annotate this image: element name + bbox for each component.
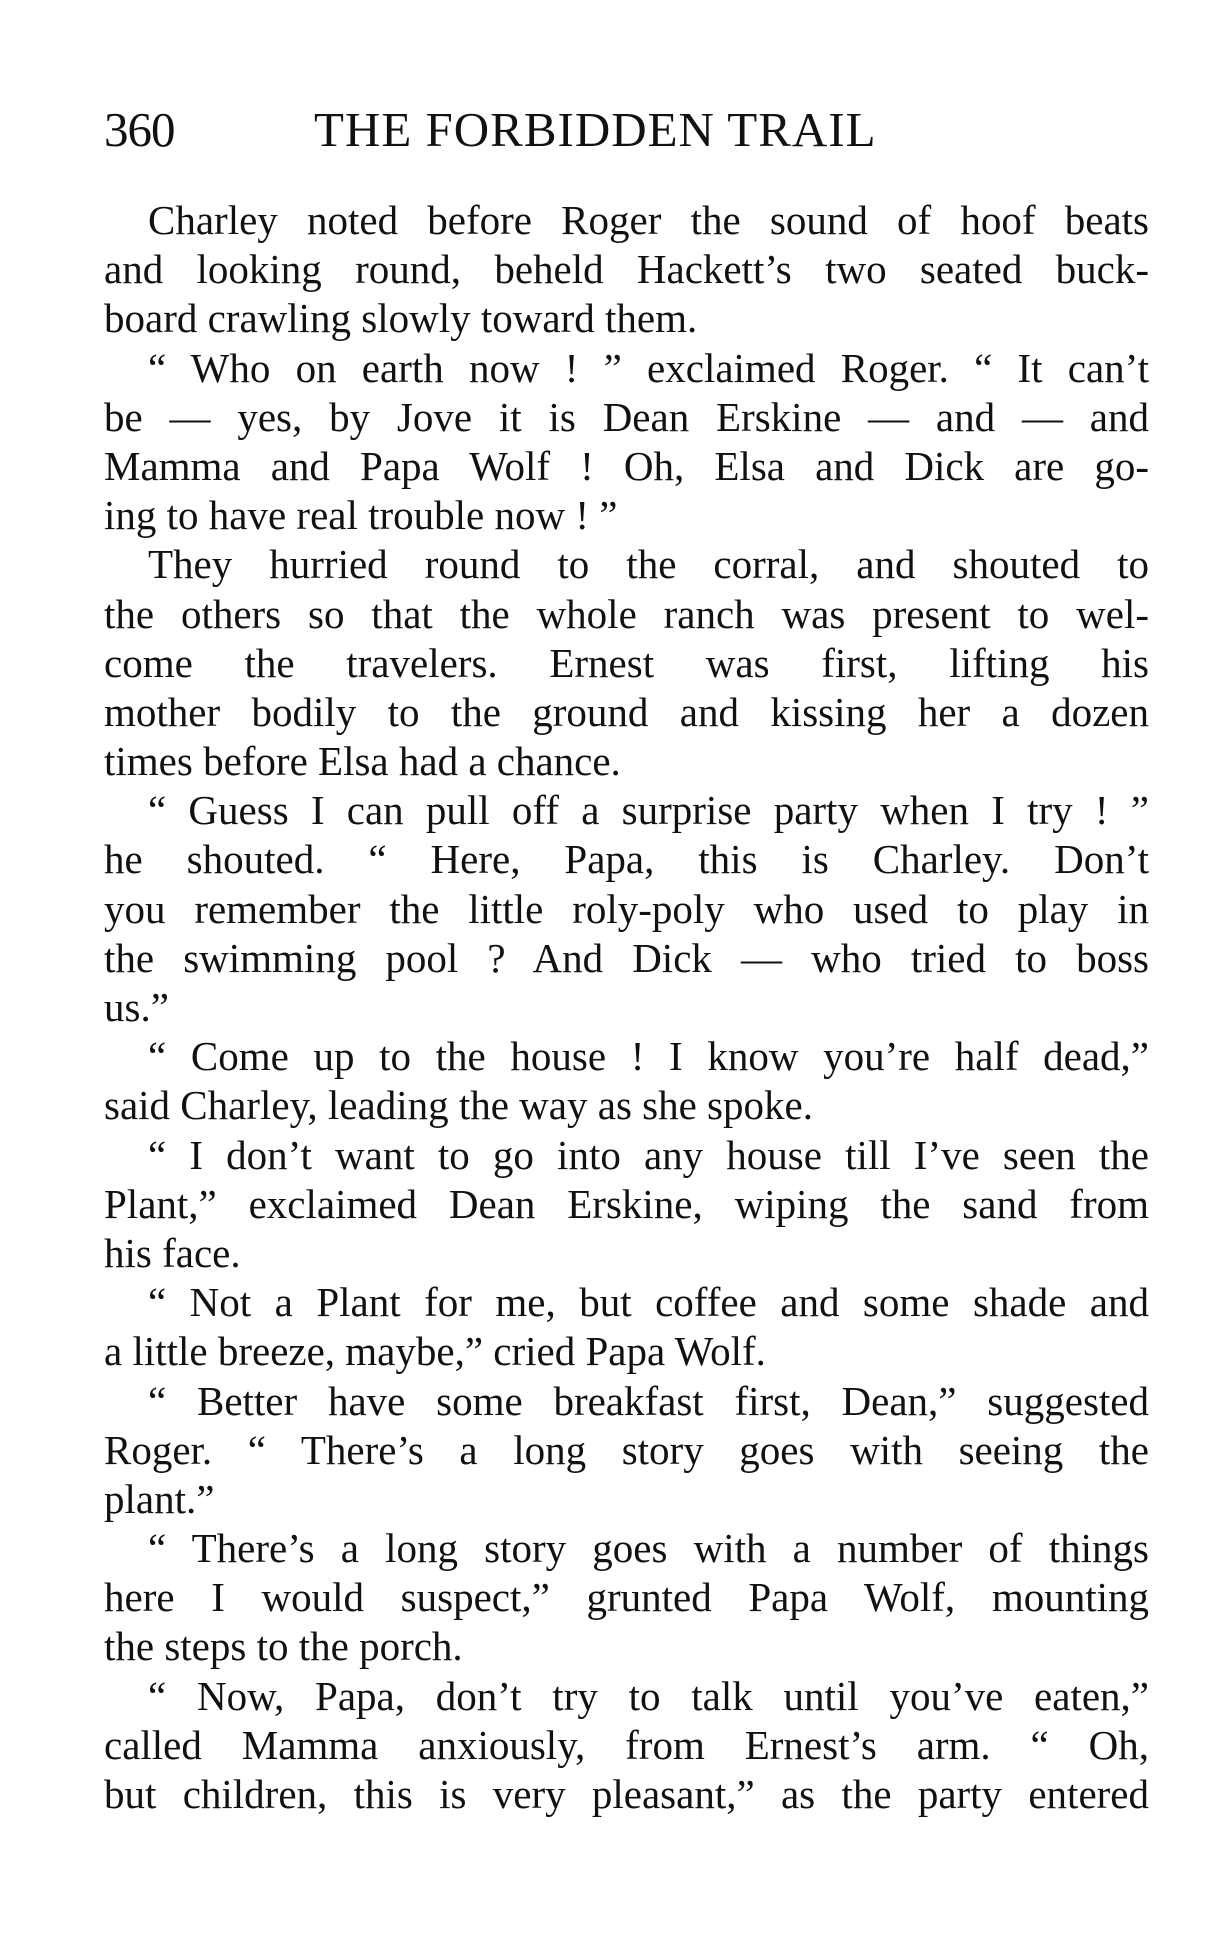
text-line: but children, this is very pleasant,” as the party entered	[104, 1771, 1149, 1817]
text-line: Charley noted before Roger the sound of hoof beats	[148, 197, 1149, 243]
text-line: his face.	[104, 1229, 241, 1276]
text-line: be — yes, by Jove it is Dean Erskine — and — and	[104, 393, 1149, 440]
text-line: the swimming pool ? And Dick — who tried to boss	[104, 934, 1149, 981]
text-line: a little breeze, maybe,” cried Papa Wolf.	[104, 1328, 766, 1375]
page-number: 360	[104, 102, 175, 157]
text-line: They hurried round to the corral, and shouted to	[148, 541, 1149, 588]
text-line: you remember the little roly-poly who used to play in	[104, 885, 1149, 932]
running-head: THE FORBIDDEN TRAIL	[314, 102, 877, 157]
text-line: he shouted. “ Here, Papa, this is Charley. Don’t	[104, 836, 1149, 883]
text-line: “ Guess I can pull off a surprise party when I try ! ”	[148, 787, 1149, 834]
text-line: called Mamma anxiously, from Ernest’s arm. “ Oh,	[104, 1721, 1149, 1768]
text-line: ing to have real trouble now ! ”	[104, 492, 618, 539]
text-line: “ I don’t want to go into any house till I’ve seen the	[148, 1131, 1149, 1178]
text-line: come the travelers. Ernest was first, lifting his	[104, 639, 1149, 686]
text-line: the others so that the whole ranch was present to wel-	[104, 590, 1149, 637]
text-line: Mamma and Papa Wolf ! Oh, Elsa and Dick are go-	[104, 442, 1149, 489]
text-line: Roger. “ There’s a long story goes with seeing the	[104, 1426, 1149, 1473]
text-line: and looking round, beheld Hackett’s two seated buck-	[104, 246, 1149, 293]
text-line: the steps to the porch.	[104, 1623, 463, 1670]
text-line: said Charley, leading the way as she spoke.	[104, 1082, 813, 1129]
text-line: “ Now, Papa, don’t try to talk until you’ve eaten,”	[148, 1672, 1149, 1719]
text-line: “ Not a Plant for me, but coffee and some shade and	[148, 1279, 1149, 1326]
text-line: times before Elsa had a chance.	[104, 738, 621, 785]
text-line: “ Better have some breakfast first, Dean,” suggested	[148, 1377, 1149, 1424]
text-line: “ Who on earth now ! ” exclaimed Roger. “ It can’t	[148, 344, 1149, 391]
text-line: mother bodily to the ground and kissing her a dozen	[104, 688, 1149, 735]
text-line: Plant,” exclaimed Dean Erskine, wiping the sand from	[104, 1180, 1149, 1227]
text-line: “ There’s a long story goes with a number of things	[148, 1525, 1149, 1572]
text-line: us.”	[104, 984, 169, 1030]
page-header	[104, 100, 1149, 160]
text-line: “ Come up to the house ! I know you’re half dead,”	[148, 1033, 1149, 1080]
body-text	[104, 196, 1149, 1819]
text-line: plant.”	[104, 1475, 215, 1522]
text-line: board crawling slowly toward them.	[104, 295, 698, 342]
text-line: here I would suspect,” grunted Papa Wolf, mounting	[104, 1574, 1149, 1621]
